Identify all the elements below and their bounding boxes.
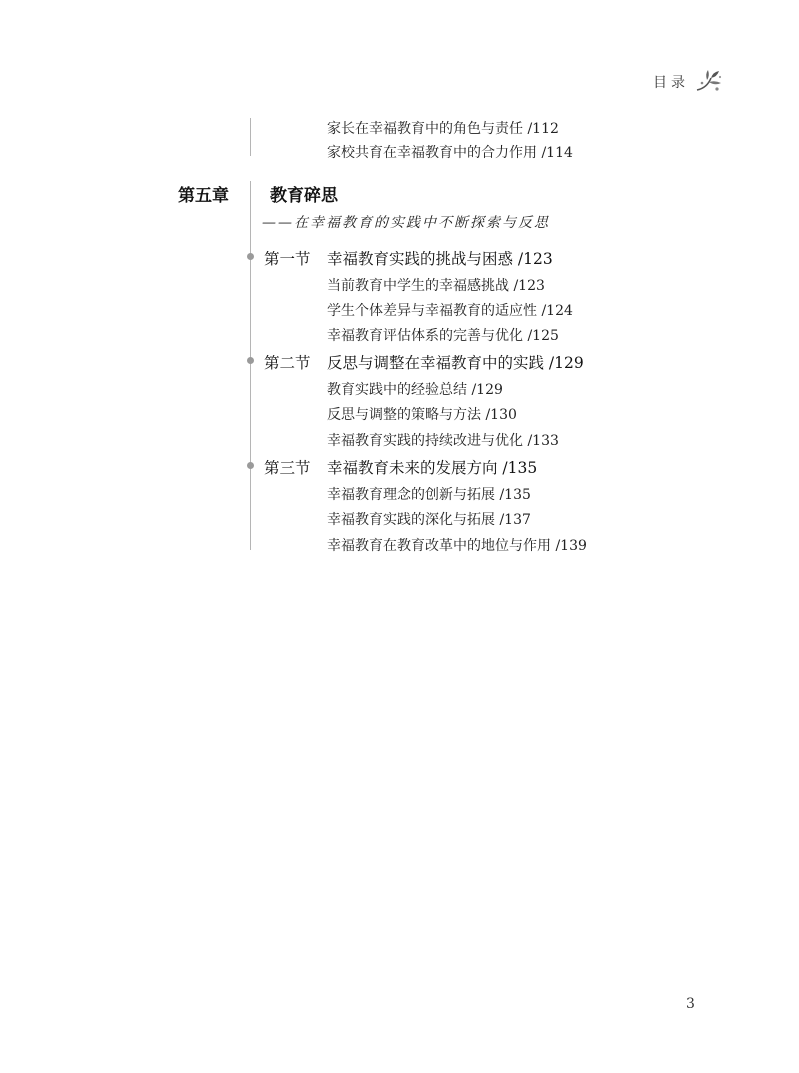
chapter-subtitle: ——在幸福教育的实践中不断探索与反思 (262, 215, 550, 231)
toc-entry[interactable]: 家校共育在幸福教育中的合力作用 /114 (327, 145, 573, 161)
section-bullet (247, 462, 254, 469)
toc-entry[interactable]: 幸福教育在教育改革中的地位与作用 /139 (327, 538, 587, 554)
section-title[interactable]: 幸福教育实践的挑战与困惑 /123 (327, 250, 553, 268)
toc-entry[interactable]: 学生个体差异与幸福教育的适应性 /124 (327, 303, 573, 319)
header-title: 目录 (653, 75, 689, 91)
sprout-icon (693, 68, 723, 96)
toc-entry[interactable]: 反思与调整的策略与方法 /130 (327, 407, 517, 423)
section-title[interactable]: 反思与调整在幸福教育中的实践 /129 (327, 354, 584, 372)
toc-entry[interactable]: 幸福教育实践的持续改进与优化 /133 (327, 433, 559, 449)
toc-entry[interactable]: 幸福教育评估体系的完善与优化 /125 (327, 328, 559, 344)
chapter-title[interactable]: 教育碎思 (270, 186, 338, 206)
page-number: 3 (686, 996, 695, 1012)
section-label: 第三节 (264, 459, 311, 477)
section-bullet (247, 357, 254, 364)
section-label: 第二节 (264, 354, 311, 372)
toc-entry[interactable]: 家长在幸福教育中的角色与责任 /112 (327, 121, 559, 137)
section-label: 第一节 (264, 250, 311, 268)
running-header (653, 68, 723, 96)
section-bullet (247, 253, 254, 260)
toc-entry[interactable]: 幸福教育理念的创新与拓展 /135 (327, 487, 531, 503)
section-title[interactable]: 幸福教育未来的发展方向 /135 (327, 459, 538, 477)
toc-divider-line (250, 118, 251, 156)
toc-divider-line (250, 181, 251, 550)
toc-entry[interactable]: 当前教育中学生的幸福感挑战 /123 (327, 278, 545, 294)
chapter-label: 第五章 (178, 186, 229, 206)
toc-entry[interactable]: 幸福教育实践的深化与拓展 /137 (327, 512, 531, 528)
toc-entry[interactable]: 教育实践中的经验总结 /129 (327, 382, 503, 398)
